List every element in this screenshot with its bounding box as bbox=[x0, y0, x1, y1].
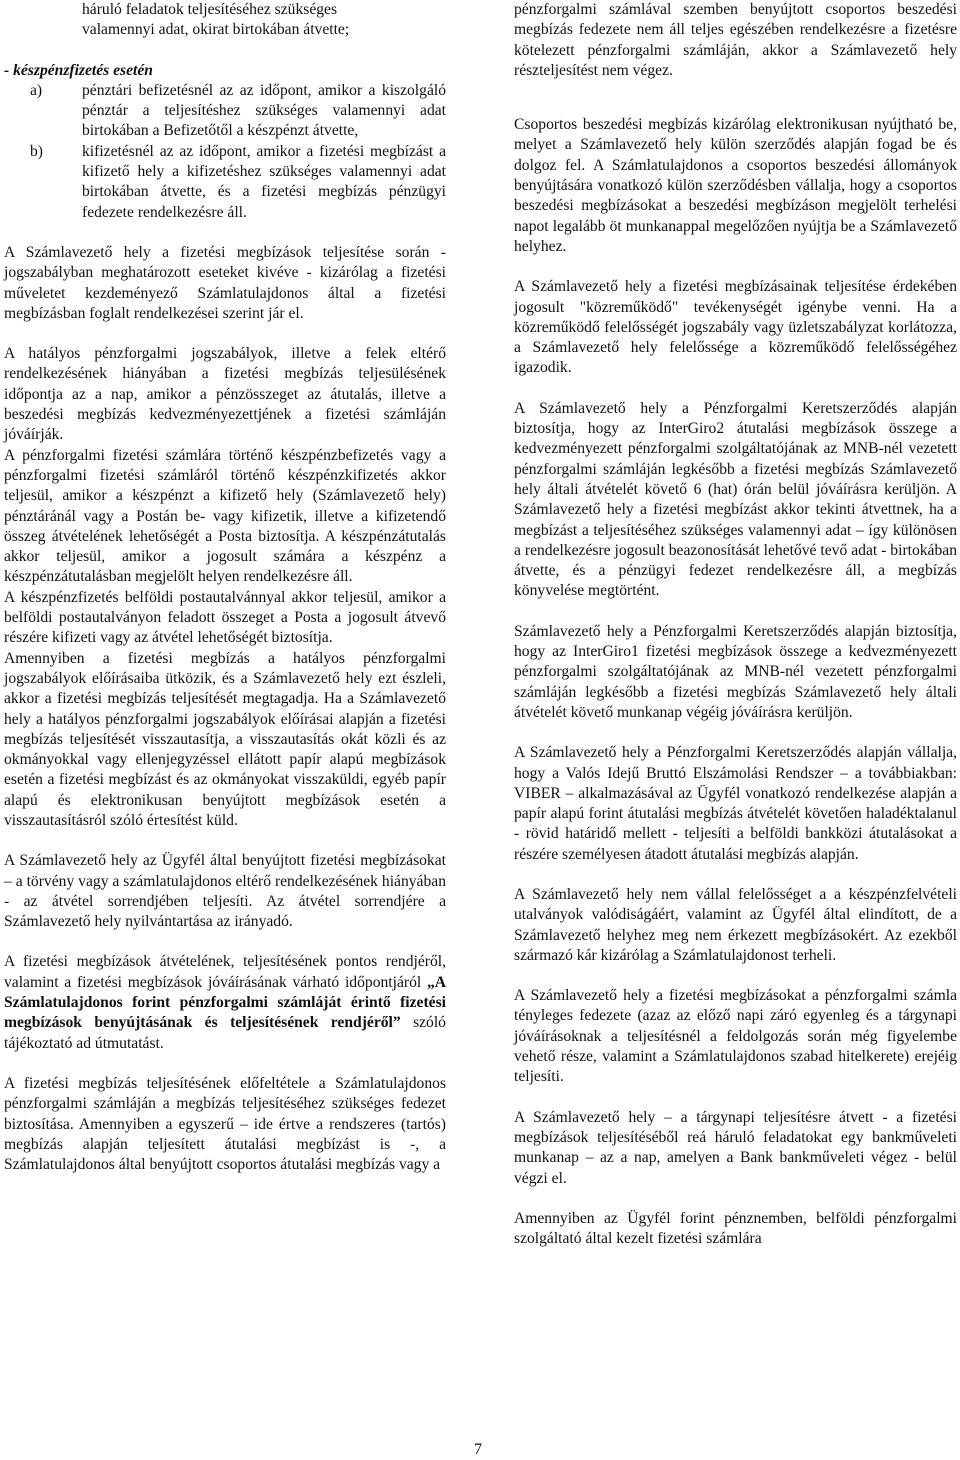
list-text-a: pénztári befizetésnél az az időpont, amikor a kiszolgáló pénztár a teljesítéshez szükséges valamennyi adat birtokában a Befizetőtől a készpénzt átvette, bbox=[82, 81, 446, 140]
list-label-b: b) bbox=[30, 142, 43, 160]
paragraph: A Számlavezető hely a Pénzforgalmi Keretszerződés alapján vállalja, hogy a Valós Idejű Bruttó Elszámolási Rendszer – a továbbiakban: VIBER – alkalmazásával az Ügyfél vonatkozó rendelkezése alapján a papír alapú forint átutalási megbízás átvételét követően haladéktalanul - rövid határidő mellett - teljesíti a belföldi bankközi átutalásokat a részére személyesen átadott átutalási megbízás alapján. bbox=[514, 744, 957, 863]
paragraph-text: A fizetési megbízások átvételének, teljesítésének pontos rendjéről, valamint a fizetési megbízások jóváírásának várható időpontjáról bbox=[4, 953, 446, 991]
paragraph: Csoportos beszedési megbízás kizárólag elektronikusan nyújtható be, melyet a Számlavezető hely külön szerződés alapján fogad be és dolgoz fel. A Számlatulajdonos a csoportos beszedési állományok benyújtására vonatkozó külön szerződésben vállalja, hogy a csoportos beszedési megbízásokat a beszedési megbízáson megjelölt terhelési napot legalább öt munkanappal megelőzően nyújtja be a Számlavezető helyhez. bbox=[514, 116, 957, 255]
paragraph: Amennyiben a fizetési megbízás a hatályos pénzforgalmi jogszabályok előírásaiba ütközik, és a Számlavezető hely ezt észleli, akkor a fizetési megbízás teljesítését megtagadja. Ha a Számlavezető hely a hatályos pénzforgalmi jogszabályok előírásai alapján a fizetési megbízás teljesítését visszautasítja, a visszautasítás okát közli és az okmányokkal vagy ellenjegyzéssel ellátott papír alapú megbízások esetén a fizetési megbízást és az okmányokat visszaküldi, egyéb papír alapú és elektronikusan benyújtott megbízások esetén a visszautasításról szóló értesítést küld. bbox=[4, 649, 446, 829]
paragraph: pénzforgalmi számlával szemben benyújtott csoportos beszedési megbízás fedezete nem áll teljes egészében rendelkezésre a fizetésre kötelezett pénzforgalmi számláján, akkor a Számlavezető hely részteljesítést nem végez. bbox=[514, 1, 957, 79]
paragraph: A fizetési megbízás teljesítésének előfeltétele a Számlatulajdonos pénzforgalmi számláján a megbízás teljesítéséhez szükséges fedezet biztosítása. Amennyiben a egyszerű – ide értve a rendszeres (tartós) megbízás alapján teljesített átutalási megbízást is -, a Számlatulajdonos által benyújtott csoportos átutalási megbízás vagy a bbox=[4, 1074, 446, 1174]
paragraph-guide-reference bbox=[4, 952, 446, 1053]
left-column bbox=[4, 0, 446, 1175]
paragraph: A Számlavezető hely a fizetési megbízásainak teljesítése érdekében jogosult "közreműködő" tevékenységét igénybe venni. Ha a közreműködő felelősségét jogszabály vagy üzletszabályzat korlátozza, a Számlavezető hely felelőssége a közreműködő felelősségéhez igazodik. bbox=[514, 278, 957, 377]
paragraph: A készpénzfizetés belföldi postautalvánnyal akkor teljesül, amikor a belföldi postautalványon feladott összeget a Posta a jogosult átvevő részére kifizeti vagy az átvétel lehetőségét biztosítja. bbox=[4, 588, 446, 647]
paragraph: Amennyiben az Ügyfél forint pénznemben, belföldi pénzforgalmi szolgáltató által kezelt fizetési számlára bbox=[514, 1209, 957, 1248]
right-column bbox=[514, 0, 957, 1249]
continuation-line-2: valamennyi adat, okirat birtokában átvette; bbox=[82, 21, 350, 39]
guide-title: „A Számlatulajdonos forint pénzforgalmi számláját érintő fizetési megbízások benyújtásának és teljesítésének rendjéről” bbox=[4, 973, 446, 1032]
list-item-a bbox=[4, 81, 446, 142]
cash-payment-heading: - készpénzfizetés esetén bbox=[4, 61, 153, 79]
paragraph-text: szóló tájékoztató ad útmutatást. bbox=[4, 1014, 446, 1052]
continuation-line-1: háruló feladatok teljesítéséhez szükséges bbox=[82, 1, 338, 18]
list-label-a: a) bbox=[30, 81, 43, 99]
list-item-b bbox=[4, 142, 446, 223]
paragraph: Számlavezető hely a Pénzforgalmi Keretszerződés alapján biztosítja, hogy az InterGiro1 fizetési megbízások összege a kedvezményezett pénzforgalmi szolgáltatójának az MNB-nél vezetett pénzforgalmi számláján legkésőbb a fizetési megbízás Számlavezető hely általi átvételét követő munkanap végéig jóváírásra kerüljön. bbox=[514, 622, 957, 721]
paragraph: A Számlavezető hely a fizetési megbízások teljesítése során - jogszabályban meghatározott eseteket kivéve - kizárólag a fizetési műveletet kezdeményező Számlatulajdonos által a fizetési megbízásban foglalt rendelkezései szerint jár el. bbox=[4, 243, 446, 322]
paragraph: A Számlavezető hely nem vállal felelősséget a a készpénzfelvételi utalványok valódiságáért, valamint az Ügyfél által elindított, de a Számlavezető helyhez meg nem érkezett megbízásokért. Az ezekből származó kár kizárólag a Számlatulajdonost terheli. bbox=[514, 885, 957, 964]
page-number: 7 bbox=[474, 1441, 482, 1458]
paragraph: A pénzforgalmi fizetési számlára történő készpénzbefizetés vagy a pénzforgalmi fizetési számláról történő készpénzkifizetés akkor teljesül, amikor a készpénzt a kifizető hely (Számlavezető hely) pénztáránál vagy a Postán be- vagy kifizetik, illetve a kifizetendő összeg átvételének lehetőségét a Posta biztosítja. A készpénzátutalás akkor teljesül, amikor a jogosult számára a készpénz a készpénzátutalásban megjelölt helyen rendelkezésre áll. bbox=[4, 446, 446, 586]
paragraph: A Számlavezető hely – a tárgynapi teljesítésre átvett - a fizetési megbízások teljesítéséből reá háruló feladatokat egy bankműveleti munkanap – az a nap, amelyen a Bank bankműveleti végez - belül végzi el. bbox=[514, 1108, 957, 1187]
paragraph: A hatályos pénzforgalmi jogszabályok, illetve a felek eltérő rendelkezésének hiányában a fizetési megbízás teljesülésének időpontja az a nap, amikor a pénzösszeget az átutalás, illetve a beszedési megbízás kedvezményezettjének a fizetési számláján jóváírják. bbox=[4, 345, 446, 444]
paragraph: A Számlavezető hely az Ügyfél által benyújtott fizetési megbízásokat – a törvény vagy a számlatulajdonos eltérő rendelkezésének hiányában - az átvétel sorrendjében teljesíti. Az átvétel sorrendjére a Számlavezető hely nyilvántartása az irányadó. bbox=[4, 852, 446, 931]
paragraph: A Számlavezető hely a Pénzforgalmi Keretszerződés alapján biztosítja, hogy az InterGiro2 átutalási megbízások összege a kedvezményezett pénzforgalmi szolgáltatójának az MNB-nél vezetett pénzforgalmi számláján legkésőbb a fizetési megbízás Számlavezető hely általi átvételét követő 6 (hat) órán belül jóváírásra kerüljön. A Számlavezető hely a fizetési megbízást akkor tekinti átvettnek, ha a megbízást a teljesítéséhez szükséges valamennyi adat – így különösen a rendelkezésre jogosult beazonosítását lehetővé tevő adat - birtokában átvette, és a pénzügyi fedezet rendelkezésre áll, a megbízás könyvelése megtörtént. bbox=[514, 399, 957, 600]
paragraph: A Számlavezető hely a fizetési megbízásokat a pénzforgalmi számla tényleges fedezete (azaz az előző napi záró egyenleg és a tárgynapi jóváírásoknak a teljesítésnél a feldolgozás során még figyelembe vehető része, valamint a Számlatulajdonos szabad hitelkerete) erejéig teljesíti. bbox=[514, 987, 957, 1086]
list-text-b: kifizetésnél az az időpont, amikor a fizetési megbízást a kifizető hely a kifizetéshez szükséges valamennyi adat birtokában átvette, és a fizetési megbízás pénzügyi fedezete rendelkezésre áll. bbox=[82, 142, 446, 221]
